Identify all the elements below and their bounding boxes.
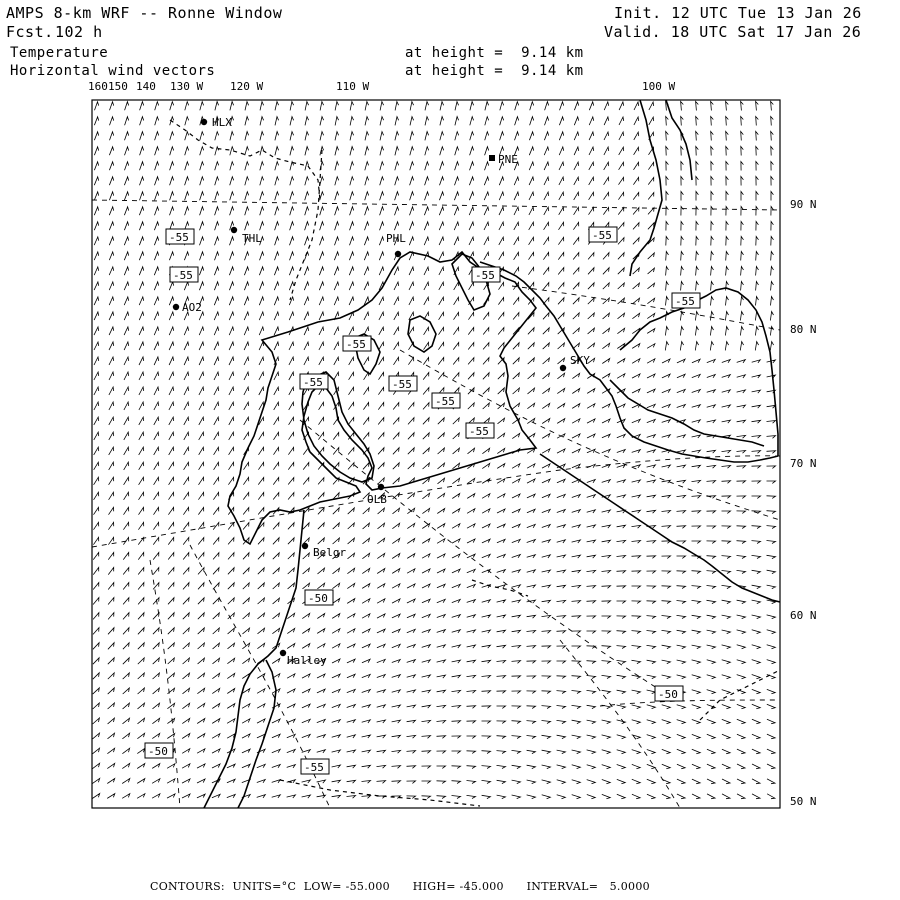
footer-high-value: -45.000 (459, 880, 504, 893)
model-title: AMPS 8-km WRF -- Ronne Window (6, 4, 283, 22)
lon-label-120w: 120 W (230, 80, 264, 93)
lon-label-150: 150 (108, 80, 128, 93)
station-label-pne: PNE (498, 153, 518, 166)
contour-footer (150, 880, 650, 893)
station-label-phl: PHL (386, 232, 406, 245)
lon-label-140: 140 (136, 80, 156, 93)
lat-label-90n: 90 N (790, 198, 817, 211)
contour-label: -55 (173, 269, 193, 282)
contour-label: -50 (658, 688, 678, 701)
footer-high-label: HIGH= (412, 880, 456, 893)
contour-label: -55 (475, 269, 495, 282)
station-marker (302, 543, 308, 549)
station-label-olb: OLB (367, 493, 387, 506)
contour-label: -55 (435, 395, 455, 408)
station-marker (231, 227, 237, 233)
lon-label-130w: 130 W (170, 80, 204, 93)
contour-label: -55 (469, 425, 489, 438)
station-marker (201, 119, 207, 125)
lon-label-110w: 110 W (336, 80, 370, 93)
station-label-halley: Halley (287, 654, 327, 667)
station-marker (395, 251, 401, 257)
contour-label: -50 (148, 745, 168, 758)
lat-label-70n: 70 N (790, 457, 817, 470)
station-marker (489, 155, 495, 161)
contour-label: -55 (592, 229, 612, 242)
station-label-hlx: HLX (212, 116, 232, 129)
footer-units: UNITS=°C (232, 880, 297, 893)
footer-low-value: -55.000 (345, 880, 390, 893)
stations (173, 116, 590, 667)
footer-low-label: LOW= (303, 880, 342, 893)
contour-label: -55 (304, 761, 324, 774)
contour-label: -50 (308, 592, 328, 605)
station-label-ao2: AO2 (182, 301, 202, 314)
lat-label-50n: 50 N (790, 795, 817, 808)
station-marker (378, 484, 384, 490)
station-label-sky: SKY (570, 354, 590, 367)
map-border (92, 100, 780, 808)
station-marker (560, 365, 566, 371)
forecast-hour: 102 h (55, 23, 103, 41)
contour-label: -55 (392, 378, 412, 391)
footer-interval-value: 5.0000 (609, 880, 650, 893)
contour-label: -55 (303, 376, 323, 389)
lat-label-60n: 60 N (790, 609, 817, 622)
station-label-thl: THL (242, 232, 262, 245)
field-temperature-height: at height = 9.14 km (405, 45, 584, 61)
contour-label: -55 (169, 231, 189, 244)
forecast-label: Fcst. (6, 23, 54, 41)
field-wind-name: Horizontal wind vectors (10, 63, 216, 79)
lon-label-100w: 100 W (642, 80, 676, 93)
init-time: Init. 12 UTC Tue 13 Jan 26 (614, 4, 862, 22)
field-temperature-name: Temperature (10, 45, 109, 61)
station-label-belgr: Belgr (313, 546, 347, 559)
footer-contours-label: CONTOURS: (150, 880, 225, 893)
field-wind-height: at height = 9.14 km (405, 63, 584, 79)
latitude-labels (790, 198, 817, 808)
lat-label-80n: 80 N (790, 323, 817, 336)
lon-label-160: 160 (88, 80, 108, 93)
footer-interval-label: INTERVAL= (526, 880, 599, 893)
graticule (92, 200, 780, 808)
station-marker (173, 304, 179, 310)
station-marker (280, 650, 286, 656)
longitude-labels (88, 80, 675, 93)
contour-label: -55 (675, 295, 695, 308)
contour-label: -55 (346, 338, 366, 351)
valid-time: Valid. 18 UTC Sat 17 Jan 26 (604, 23, 862, 41)
